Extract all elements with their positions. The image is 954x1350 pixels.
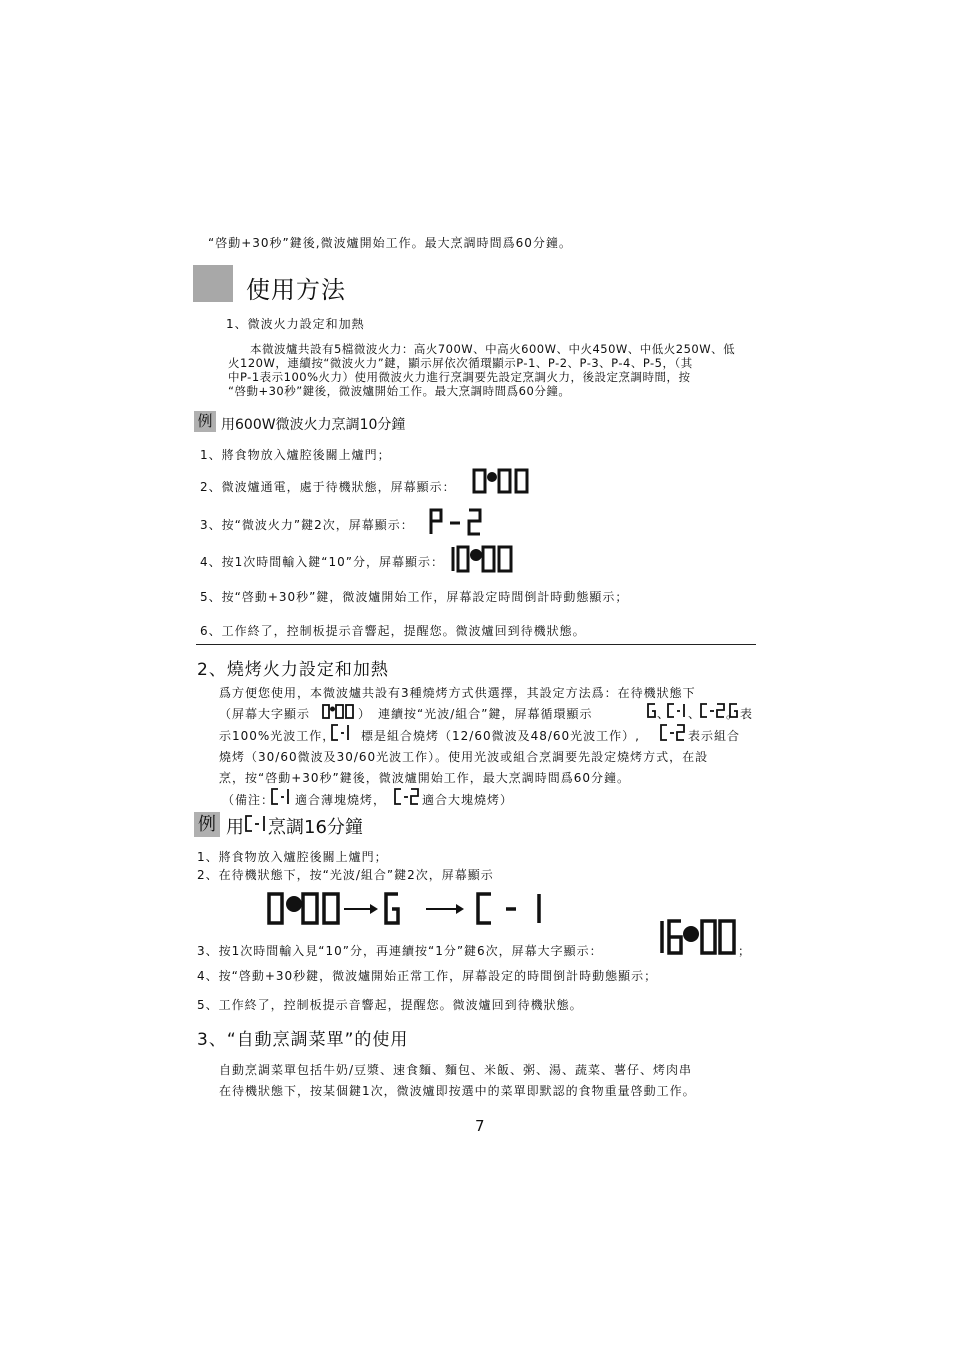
display-small-c-1 (667, 703, 687, 719)
display-small-c-2 (700, 703, 726, 719)
display-note-c-1 (271, 788, 291, 806)
s1-para-line-3: 中P-1表示100%火力）使用微波火力進行烹調要先設定烹調火力，後設定烹調時間，按 (228, 370, 691, 384)
display-small-g (647, 703, 657, 719)
arrow-right-icon (344, 904, 378, 914)
s2-sep-2: 、 (688, 707, 702, 721)
s2-line-4: 燒烤（30/60微波及30/60光波工作）。使用光波或組合烹調要先設定燒烤方式，在設 (219, 750, 709, 764)
display-16-00 (659, 918, 737, 956)
example2-title-pre: 用 (226, 817, 244, 838)
ex1-step-2: 2、微波爐通電，處于待機狀態，屏幕顯示： (200, 480, 456, 494)
ex2-step-3-end: ； (738, 944, 752, 958)
display-10-00 (450, 545, 516, 573)
display-note-c-2 (394, 788, 420, 806)
page-number: 7 (475, 1117, 485, 1135)
section-marker (193, 265, 233, 302)
display-small-g-2 (729, 703, 739, 719)
ex1-step-6: 6、工作終了，控制板提示音響起，提醒您。微波爐回到待機狀態。 (200, 624, 586, 638)
s3-heading: 3、“自動烹調菜單”的使用 (197, 1030, 409, 1050)
s1-para-line-1: 本微波爐共設有5檔微波火力：高火700W、中高火600W、中火450W、中低火250W、低 (250, 342, 736, 356)
example-tag: 例 (194, 411, 216, 432)
s2-sep-4: 表 (740, 707, 754, 721)
s2-sep-1: 、 (657, 707, 671, 721)
s2-line-2b: ） 連續按“光波/組合”鍵，屏幕循環顯示 (358, 707, 593, 721)
s2-line-1: 爲方便您使用，本微波爐共設有3種燒烤方式供選擇，其設定方法爲：在待機狀態下 (219, 686, 696, 700)
display-p-2 (428, 508, 484, 536)
ex1-step-3: 3、按“微波火力”鍵2次，屏幕顯示： (200, 518, 414, 532)
display-0-00 (472, 468, 534, 494)
ex2-step-4: 4、按“啓動+30秒鍵，微波爐開始正常工作，屏幕設定的時間倒計時動態顯示； (197, 969, 658, 983)
s2-heading: 2、燒烤火力設定和加熱 (197, 660, 389, 680)
ex2-step-1: 1、將食物放入爐腔後關上爐門； (197, 850, 388, 864)
s2-note-b: 適合薄塊燒烤， (295, 793, 387, 807)
s2-note-a: （備注： (222, 793, 275, 807)
example1-title: 用600W微波火力烹調10分鐘 (221, 417, 406, 433)
s2-sep-3: 。 (726, 707, 740, 721)
s1-heading: 1、微波火力設定和加熱 (226, 317, 365, 331)
s2-line-3a: 示100%光波工作， (219, 729, 336, 743)
display-small-c-1b (331, 724, 351, 742)
display-title-c-1 (245, 815, 267, 833)
intro-line: “啓動+30秒”鍵後,微波爐開始工作。最大烹調時間爲60分鐘。 (208, 236, 572, 250)
s2-line-2a: （屏幕大字顯示 (219, 707, 311, 721)
s1-para-line-2: 火120W，連續按“微波火力”鍵，顯示屏依次循環顯示P-1、P-2、P-3、P-4、P-5，（其 (228, 356, 693, 370)
ex2-step-2: 2、在待機狀態下，按“光波/組合”鍵2次，屏幕顯示 (197, 868, 494, 882)
arrow-right-icon-2 (426, 904, 464, 914)
s2-line-3b: 標是組合燒烤（12/60微波及48/60光波工作）, (361, 729, 640, 743)
s1-para-line-4: “啓動+30秒”鍵後，微波爐開始工作。最大烹調時間爲60分鐘。 (228, 384, 571, 398)
example2-title-post: 烹調16分鐘 (268, 817, 363, 838)
s3-line-1: 自動烹調菜單包括牛奶/豆漿、速食麵、麵包、米飯、粥、湯、蔬菜、薯仔、烤肉串 (219, 1063, 693, 1077)
s3-line-2: 在待機狀態下，按某個鍵1次，微波爐即按選中的菜單即默認的食物重量啓動工作。 (219, 1084, 696, 1098)
display-small-0-00 (322, 704, 356, 720)
section-title: 使用方法 (246, 276, 346, 304)
ex1-step-1: 1、將食物放入爐腔後關上爐門； (200, 448, 391, 462)
s2-line-5: 烹，按“啓動+30秒”鍵後，微波爐開始工作，最大烹調時間爲60分鐘。 (219, 771, 631, 785)
ex2-step-5: 5、工作終了，控制板提示音響起，提醒您。微波爐回到待機狀態。 (197, 998, 583, 1012)
display-sequence (266, 891, 551, 927)
example2-tag: 例 (194, 812, 220, 837)
ex1-step-5: 5、按“啓動+30秒”鍵，微波爐開始工作，屏幕設定時間倒計時動態顯示； (200, 590, 629, 604)
s2-note-c: 適合大塊燒烤） (422, 793, 514, 807)
display-small-c-2b (660, 724, 686, 742)
ex1-step-4: 4、按1次時間輸入鍵“10”分，屏幕顯示： (200, 555, 444, 569)
ex2-step-3: 3、按1次時間輸入見“10”分，再連續按“1分”鍵6次，屏幕大字顯示： (197, 944, 603, 958)
section-divider (196, 644, 756, 645)
s2-line-3c: 表示組合 (688, 729, 741, 743)
